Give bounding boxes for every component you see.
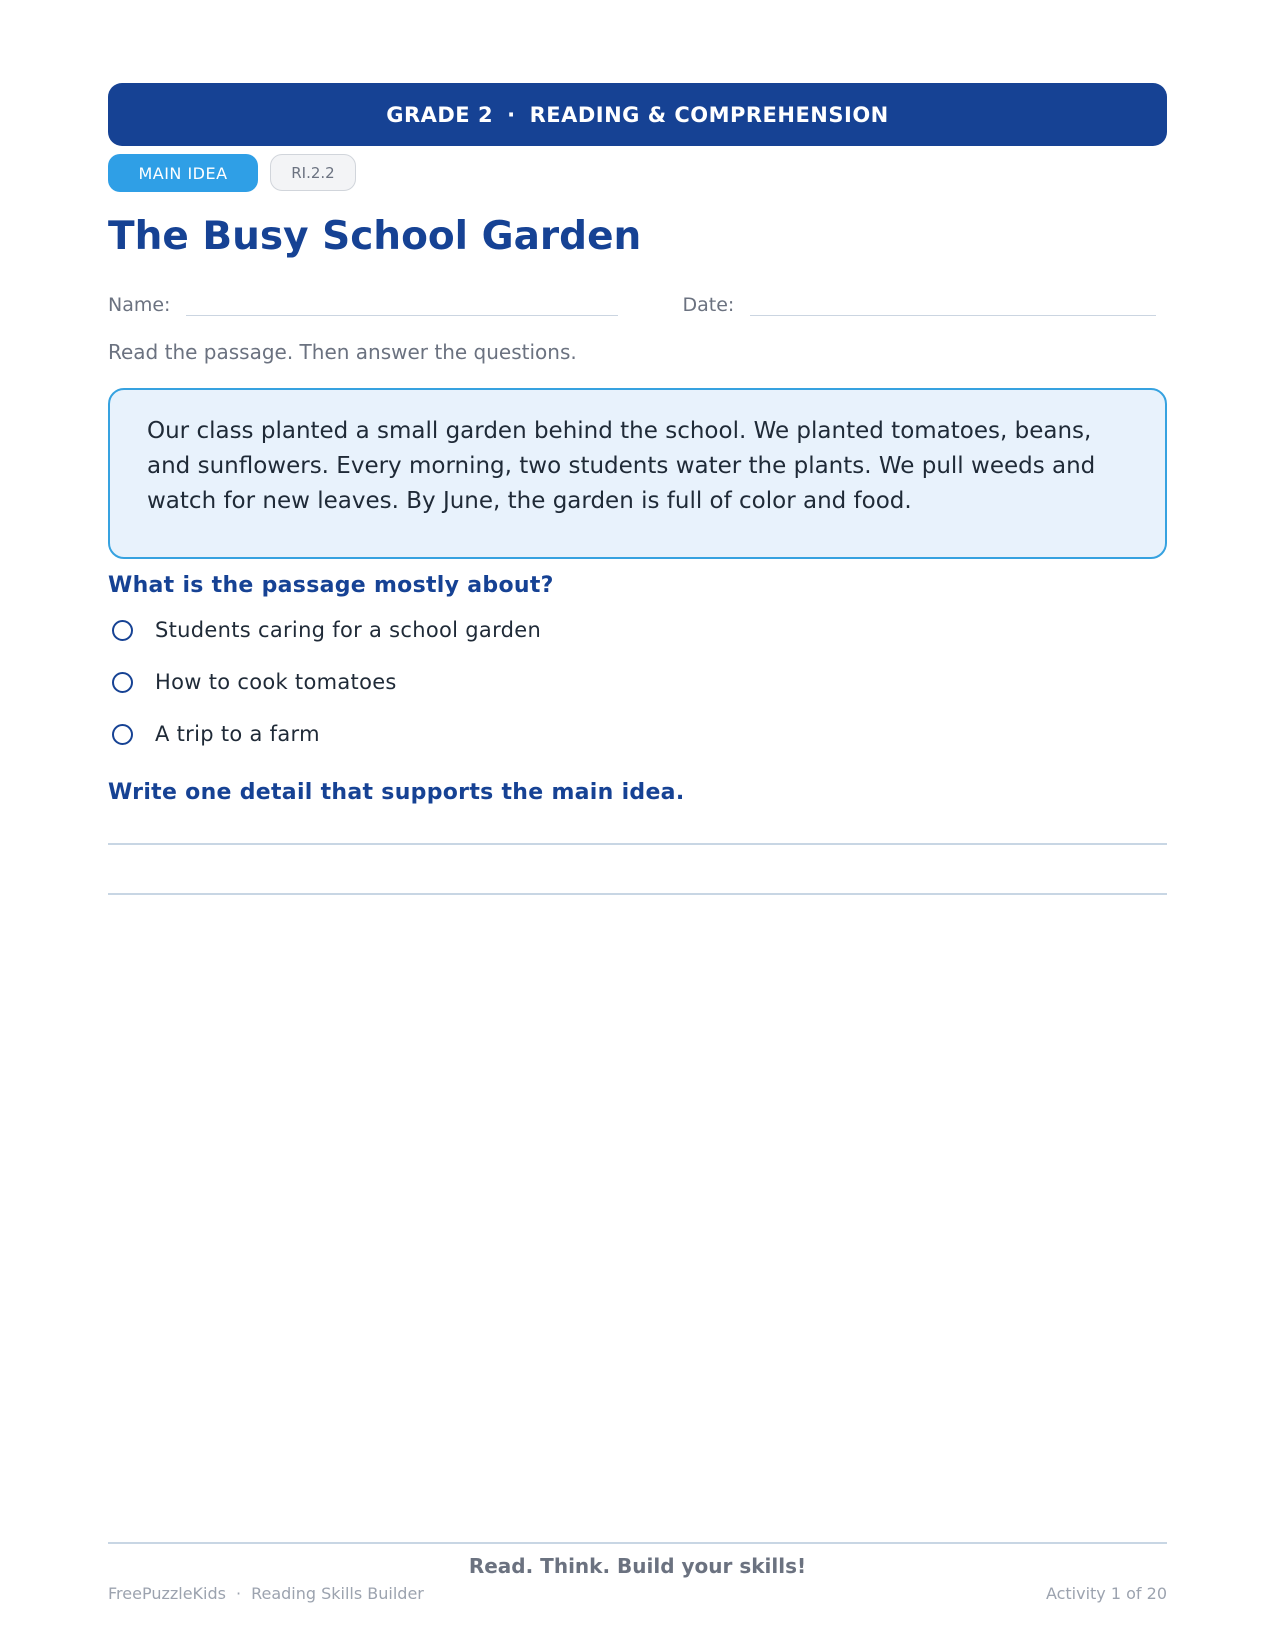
activity-counter: Activity 1 of 20 xyxy=(1045,1584,1167,1603)
option-label: A trip to a farm xyxy=(155,722,320,746)
option-label: Students caring for a school garden xyxy=(155,618,542,642)
answer-option[interactable] xyxy=(108,604,1167,656)
brand-name: FreePuzzleKids xyxy=(108,1584,226,1603)
footer-credit xyxy=(108,1584,424,1603)
tag-row xyxy=(108,154,1167,192)
answer-writing-line[interactable] xyxy=(108,893,1167,895)
grade-label: GRADE 2 xyxy=(386,102,494,127)
footer-divider xyxy=(108,1542,1167,1544)
question-supporting-detail: Write one detail that supports the main idea. xyxy=(108,780,685,805)
answer-options xyxy=(108,604,1167,760)
standard-tag: RI.2.2 xyxy=(270,154,356,191)
radio-circle-icon[interactable] xyxy=(112,620,133,641)
name-field[interactable] xyxy=(186,291,618,316)
worksheet-page xyxy=(108,83,1167,895)
answer-option[interactable] xyxy=(108,656,1167,708)
instructions: Read the passage. Then answer the questions. xyxy=(108,340,577,364)
footer-info-row xyxy=(108,1584,1167,1603)
subject-label: READING & COMPREHENSION xyxy=(529,102,889,127)
page-footer xyxy=(108,1542,1167,1603)
footer-tagline: Read. Think. Build your skills! xyxy=(468,1554,807,1578)
name-date-row xyxy=(108,286,1167,316)
worksheet-title: The Busy School Garden xyxy=(108,214,642,259)
radio-circle-icon[interactable] xyxy=(112,672,133,693)
reading-passage: Our class planted a small garden behind the school. We planted tomatoes, beans, and sunflowers. Every morning, two students water the plants. We pull weeds and watch for new leaves. By June, the garden is full of color and food. xyxy=(108,388,1167,559)
radio-circle-icon[interactable] xyxy=(112,724,133,745)
grade-subject-banner xyxy=(108,83,1167,146)
date-field[interactable] xyxy=(750,291,1156,316)
date-label: Date: xyxy=(682,294,735,316)
series-name: Reading Skills Builder xyxy=(251,1584,424,1603)
option-label: How to cook tomatoes xyxy=(155,670,397,694)
skill-tag: MAIN IDEA xyxy=(108,154,258,192)
question-main-idea: What is the passage mostly about? xyxy=(108,573,554,598)
answer-writing-line[interactable] xyxy=(108,843,1167,845)
answer-option[interactable] xyxy=(108,708,1167,760)
banner-separator: · xyxy=(507,102,516,127)
footer-separator: · xyxy=(235,1584,242,1603)
name-label: Name: xyxy=(108,294,171,316)
